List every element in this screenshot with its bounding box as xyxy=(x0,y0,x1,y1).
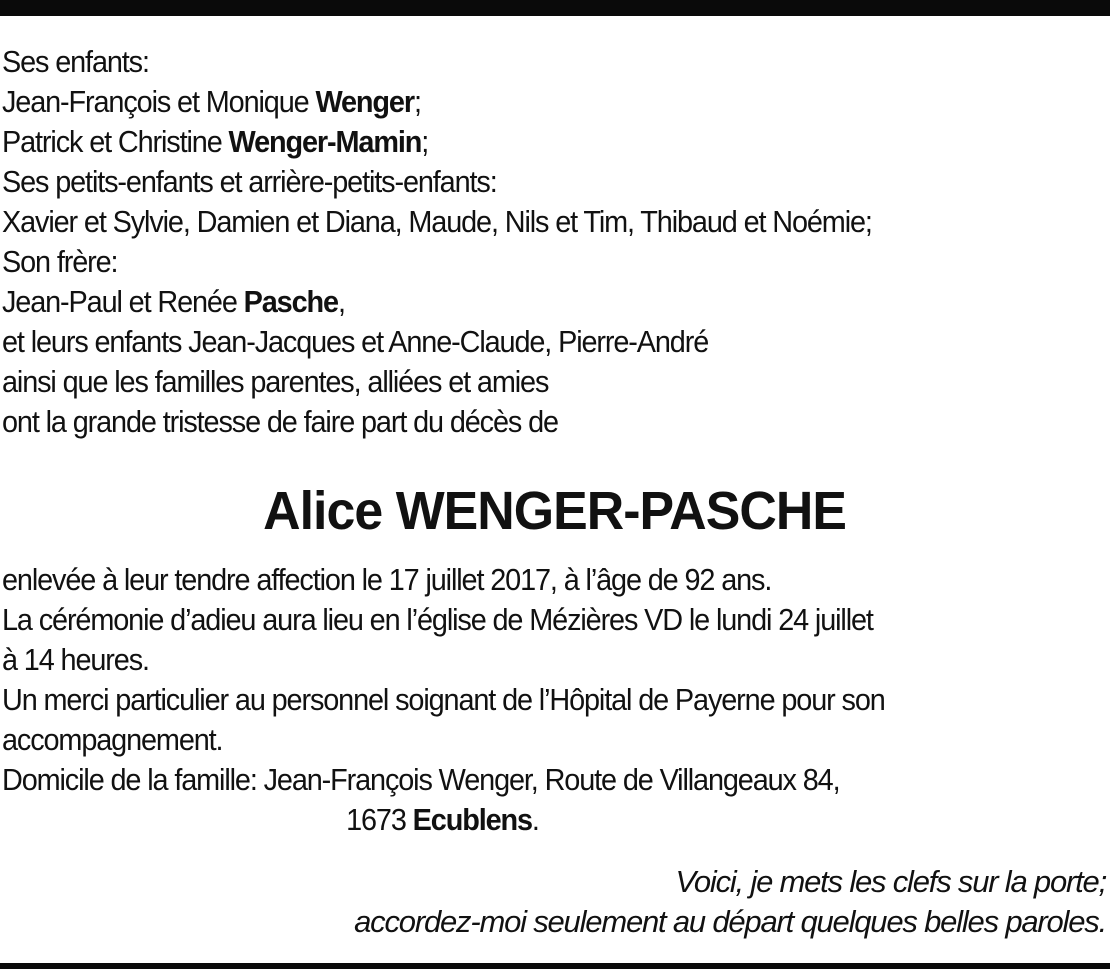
grandchildren-heading: Ses petits-enfants et arrière-petits-enfants: xyxy=(2,164,497,199)
brother-end: , xyxy=(337,284,345,319)
child-line-1 xyxy=(2,82,1031,122)
children-heading: Ses enfants: xyxy=(2,44,149,79)
child1-surname: Wenger xyxy=(315,84,414,119)
bottom-border-rule xyxy=(0,963,1110,969)
child1-end: ; xyxy=(413,84,421,119)
top-border-rule xyxy=(0,0,1110,16)
address-line-1: Domicile de la famille: Jean-François Wenger, Route de Villangeaux 84, xyxy=(2,762,840,797)
brother-surname: Pasche xyxy=(243,284,338,319)
closing-verse xyxy=(6,862,1106,942)
thanks-line-2: accompagnement. xyxy=(2,722,223,757)
brother-line xyxy=(2,282,1031,322)
child2-names: Patrick et Christine xyxy=(2,124,229,159)
brother-heading: Son frère: xyxy=(2,244,118,279)
brother-children: et leurs enfants Jean-Jacques et Anne-Claude, Pierre-André xyxy=(2,324,709,359)
family-list xyxy=(2,42,1031,442)
address-city: Ecublens xyxy=(412,802,532,837)
child2-end: ; xyxy=(421,124,429,159)
verse-line-1: Voici, je mets les clefs sur la porte; xyxy=(675,864,1106,899)
address-end: . xyxy=(531,802,539,837)
child-line-2 xyxy=(2,122,1031,162)
details-block xyxy=(2,560,1109,840)
child2-surname: Wenger-Mamin xyxy=(228,124,422,159)
brother-names: Jean-Paul et Renée xyxy=(2,284,244,319)
ceremony-line-1: La cérémonie d’adieu aura lieu en l’église de Mézières VD le lundi 24 juillet xyxy=(2,602,873,637)
address-line-2 xyxy=(2,800,1109,840)
thanks-line-1: Un merci particulier au personnel soignant de l’Hôpital de Payerne pour son xyxy=(2,682,885,717)
death-line: enlevée à leur tendre affection le 17 juillet 2017, à l’âge de 92 ans. xyxy=(2,562,772,597)
child1-names: Jean-François et Monique xyxy=(2,84,316,119)
deceased-name-text: Alice WENGER-PASCHE xyxy=(263,481,847,541)
address-postcode: 1673 xyxy=(346,802,413,837)
announcement-line: ont la grande tristesse de faire part du décès de xyxy=(2,404,558,439)
verse-line-2: accordez-moi seulement au départ quelques belles paroles. xyxy=(354,904,1106,939)
deceased-name xyxy=(0,478,1110,544)
grandchildren-names: Xavier et Sylvie, Damien et Diana, Maude, Nils et Tim, Thibaud et Noémie; xyxy=(2,204,872,239)
relatives-line: ainsi que les familles parentes, alliées et amies xyxy=(2,364,549,399)
ceremony-line-2: à 14 heures. xyxy=(2,642,149,677)
